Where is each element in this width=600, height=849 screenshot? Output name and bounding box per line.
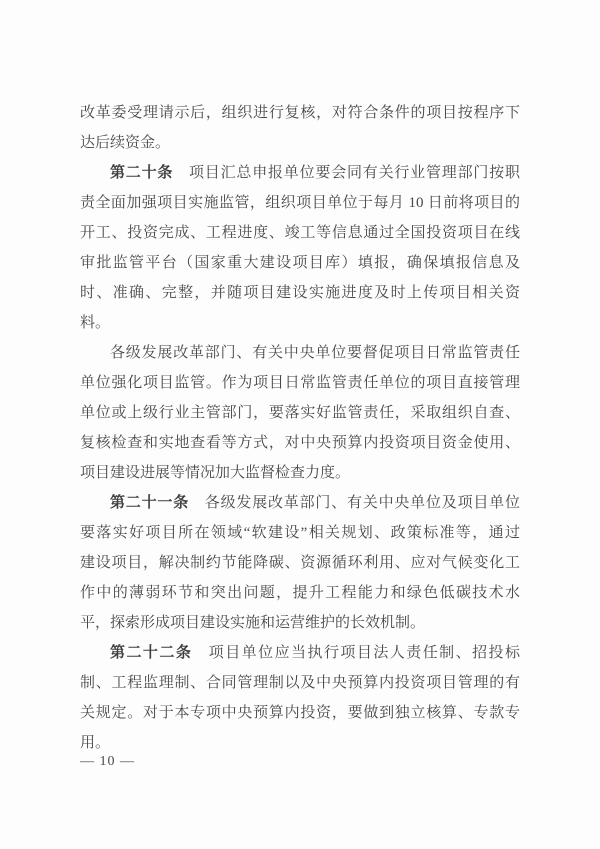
text-line: 复核检查和实地查看等方式，对中央预算内投资项目资金使用、 [80,435,520,451]
text-line: 单位强化项目监管。作为项目日常监管责任单位的项目直接管理 [80,375,520,391]
text-line: 用。 [80,735,111,751]
text-line: 达后续资金。 [80,135,171,151]
document-body-text [80,98,520,758]
article-number: 第二十条 [110,165,174,181]
text-line: 开工、投资完成、工程进度、竣工等信息通过全国投资项目在线 [80,225,520,241]
article-lead-text: 各级发展改革部门、有关中央单位及项目单位 [189,495,520,511]
paragraph-article-20 [80,158,520,338]
text-line: 时、准确、完整，并随项目建设实施进度及时上传项目相关资 [80,285,520,301]
text-line: 项目建设进展等情况加大监督检查力度。 [80,465,351,481]
text-line: 责全面加强项目实施监管，组织项目单位于每月 10 日前将项目的 [80,195,520,211]
text-line: 制、工程监理制、合同管理制以及中央预算内投资项目管理的有 [80,675,520,691]
text-line: 各级发展改革部门、有关中央单位要督促项目日常监管责任 [110,345,520,361]
text-line: 单位或上级行业主管部门，要落实好监管责任，采取组织自查、 [80,405,520,421]
article-lead-text: 项目单位应当执行项目法人责任制、招投标 [192,645,520,661]
text-line: 平，探索形成项目建设实施和运营维护的长效机制。 [80,615,426,631]
text-line: 关规定。对于本专项中央预算内投资，要做到独立核算、专款专 [80,705,520,721]
article-number: 第二十一条 [110,495,189,511]
text-line: 料。 [80,315,111,331]
page-number: — 10 — [80,754,135,769]
text-line: 作中的薄弱环节和突出问题，提升工程能力和绿色低碳技术水 [80,585,520,601]
text-line [80,488,520,518]
paragraph-continuation [80,98,520,158]
paragraph-article-21 [80,488,520,638]
article-lead-text: 项目汇总申报单位要会同有关行业管理部门按职 [173,165,520,181]
text-line: 改革委受理请示后，组织进行复核，对符合条件的项目按程序下 [80,105,520,121]
text-line: 建设项目，解决制约节能降碳、资源循环利用、应对气候变化工 [80,555,520,571]
text-line [80,638,520,668]
paragraph-supervision [80,338,520,488]
text-line [80,158,520,188]
text-line: 审批监管平台（国家重大建设项目库）填报，确保填报信息及 [80,255,520,271]
paragraph-article-22 [80,638,520,758]
article-number: 第二十二条 [110,645,193,661]
text-line: 要落实好项目所在领域“软建设”相关规划、政策标准等，通过 [80,525,520,541]
